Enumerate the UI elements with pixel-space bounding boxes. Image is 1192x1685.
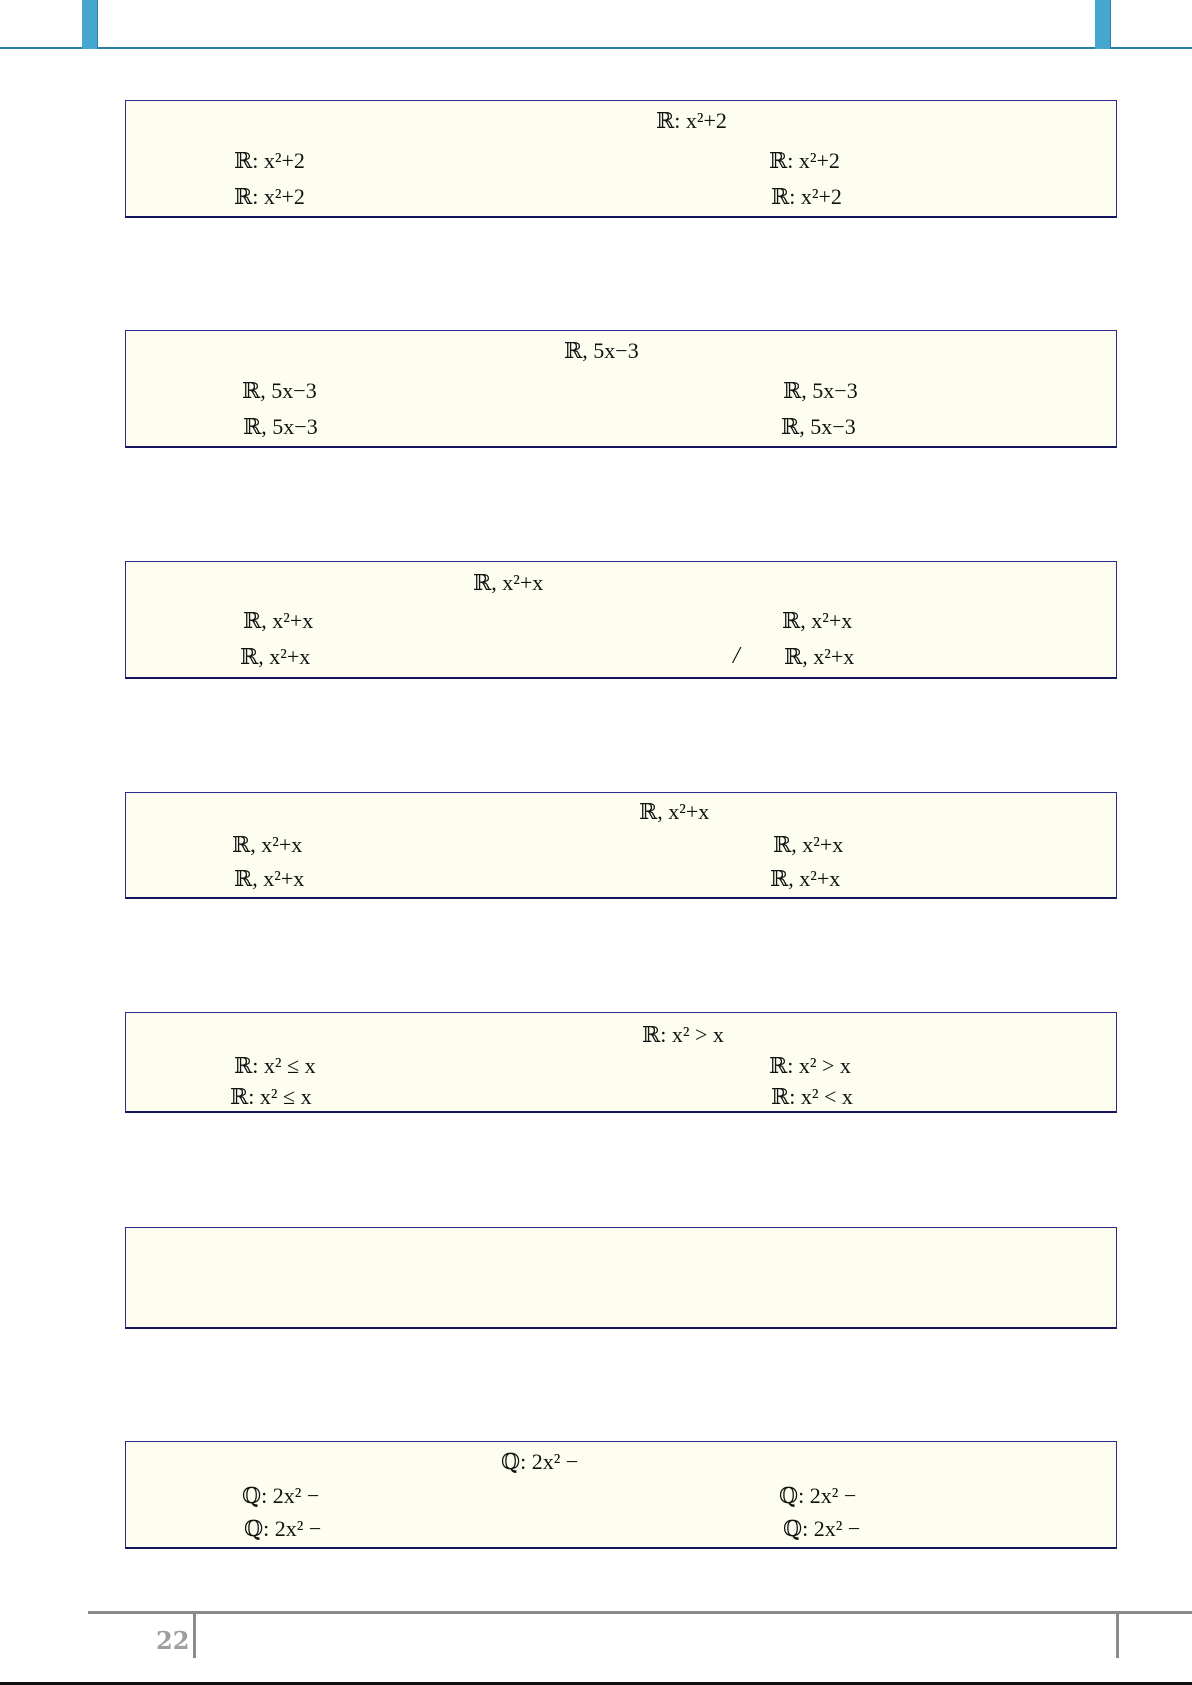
- box-3-header: ℝ, x²+x: [473, 570, 544, 595]
- box-1-option-2[interactable]: ℝ: x²+2: [769, 148, 840, 173]
- question-box-2: [125, 330, 1117, 448]
- footer-divider-left: [193, 1611, 196, 1658]
- box-2-header: ℝ, 5x−3: [564, 338, 639, 363]
- box-2-option-4[interactable]: ℝ, 5x−3: [781, 414, 856, 439]
- box-4-option-2[interactable]: ℝ, x²+x: [773, 832, 844, 857]
- question-box-4: [125, 792, 1117, 899]
- header-tab-left: [82, 0, 98, 49]
- box-2-option-3[interactable]: ℝ, 5x−3: [243, 414, 318, 439]
- box-3-option-1[interactable]: ℝ, x²+x: [243, 608, 314, 633]
- header-tab-right: [1095, 0, 1111, 49]
- box-5-option-1[interactable]: ℝ: x² ≤ x: [234, 1053, 316, 1078]
- box-5-option-3[interactable]: ℝ: x² ≤ x: [230, 1084, 312, 1109]
- box-3-option-2[interactable]: ℝ, x²+x: [782, 608, 853, 633]
- question-box-7: [125, 1441, 1117, 1549]
- box-4-option-4[interactable]: ℝ, x²+x: [770, 866, 841, 891]
- box-4-option-3[interactable]: ℝ, x²+x: [234, 866, 305, 891]
- box-7-header: ℚ: 2x² −: [501, 1449, 579, 1474]
- header-rule: [0, 47, 1192, 49]
- footer-rule: [88, 1611, 1192, 1614]
- box-3-option-4[interactable]: ℝ, x²+x: [784, 644, 855, 669]
- question-box-6: [125, 1227, 1117, 1329]
- question-box-1: [125, 100, 1117, 218]
- question-box-5: [125, 1012, 1117, 1113]
- box-7-option-3[interactable]: ℚ: 2x² −: [244, 1516, 322, 1541]
- box-2-option-1[interactable]: ℝ, 5x−3: [242, 378, 317, 403]
- box-5-option-2[interactable]: ℝ: x² > x: [769, 1053, 851, 1078]
- box-4-header: ℝ, x²+x: [639, 799, 710, 824]
- footer-divider-right: [1116, 1611, 1119, 1658]
- answer-mark: /: [733, 643, 740, 669]
- box-5-header: ℝ: x² > x: [642, 1022, 724, 1047]
- box-5-option-4[interactable]: ℝ: x² < x: [771, 1084, 853, 1109]
- box-4-option-1[interactable]: ℝ, x²+x: [232, 832, 303, 857]
- box-1-option-4[interactable]: ℝ: x²+2: [771, 184, 842, 209]
- box-2-option-2[interactable]: ℝ, 5x−3: [783, 378, 858, 403]
- page-number: 22: [156, 1626, 190, 1655]
- box-7-option-1[interactable]: ℚ: 2x² −: [242, 1483, 320, 1508]
- box-1-header: ℝ: x²+2: [656, 108, 727, 133]
- box-7-option-4[interactable]: ℚ: 2x² −: [783, 1516, 861, 1541]
- question-box-3: [125, 561, 1117, 679]
- box-1-option-3[interactable]: ℝ: x²+2: [234, 184, 305, 209]
- box-1-option-1[interactable]: ℝ: x²+2: [234, 148, 305, 173]
- box-7-option-2[interactable]: ℚ: 2x² −: [779, 1483, 857, 1508]
- box-3-option-3[interactable]: ℝ, x²+x: [240, 644, 311, 669]
